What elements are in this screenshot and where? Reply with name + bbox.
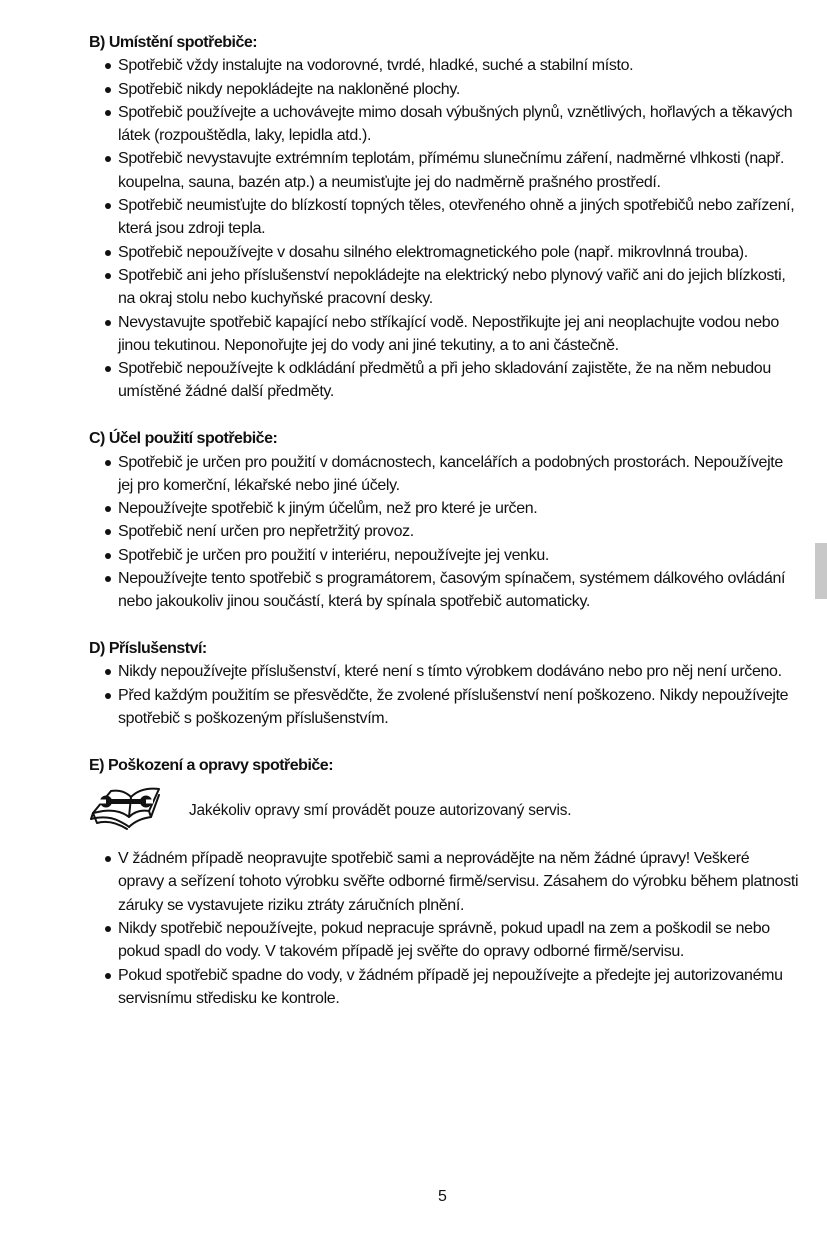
service-note-text: Jakékoliv opravy smí provádět pouze autorizovaný servis. [189, 802, 572, 820]
service-manual-wrench-icon [89, 783, 165, 831]
list-item: Spotřebič ani jeho příslušenství nepokládejte na elektrický nebo plynový vařič ani do jejich blízkosti, na okraj stolu nebo kuchyňské pracovní desky. [89, 264, 799, 311]
section-heading: C) Účel použití spotřebiče: [89, 430, 278, 448]
list-item: Nikdy nepoužívejte příslušenství, které není s tímto výrobkem dodáváno nebo pro něj není určeno. [89, 660, 799, 683]
page-number: 5 [438, 1188, 447, 1205]
bullet-list [89, 847, 799, 1010]
list-item: Spotřebič vždy instalujte na vodorovné, tvrdé, hladké, suché a stabilní místo. [89, 54, 799, 77]
bullet-icon [105, 366, 111, 372]
list-item: Pokud spotřebič spadne do vody, v žádném případě jej nepoužívejte a předejte jej autorizovanému servisnímu středisku ke kontrole. [89, 964, 799, 1011]
section-heading: B) Umístění spotřebiče: [89, 34, 258, 51]
bullet-list [89, 451, 799, 614]
section-heading: E) Poškození a opravy spotřebiče: [89, 756, 334, 774]
bullet-icon [105, 87, 111, 93]
bullet-icon [105, 553, 111, 559]
list-item: Nikdy spotřebič nepoužívejte, pokud nepracuje správně, pokud upadl na zem a poškodil se nebo pokud spadl do vody. V takovém případě jej svěřte do opravy odborné firmě/servisu. [89, 917, 799, 964]
bullet-icon [105, 506, 111, 512]
service-note [89, 783, 799, 831]
list-item: V žádném případě neopravujte spotřebič sami a neprovádějte na něm žádné úpravy! Veškeré opravy a seřízení tohoto výrobku svěřte odborné firmě/servisu. Zásahem do výrobku během platnosti záruky se vystavujete riziku ztráty záručních plnění. [89, 847, 799, 917]
bullet-icon [105, 973, 111, 979]
bullet-icon [105, 926, 111, 932]
list-item: Nepoužívejte tento spotřebič s programátorem, časovým spínačem, systémem dálkového ovládání nebo jakoukoliv jinou součástí, která by spínala spotřebič automaticky. [89, 567, 799, 614]
section-intended-use [89, 427, 799, 613]
list-item: Nepoužívejte spotřebič k jiným účelům, než pro které je určen. [89, 497, 799, 520]
list-item: Spotřebič používejte a uchovávejte mimo dosah výbušných plynů, vznětlivých, hořlavých a těkavých látek (rozpouštědla, laky, lepidla atd.). [89, 101, 799, 148]
bullet-icon [105, 693, 111, 699]
chapter-side-tab [815, 543, 827, 599]
section-heading: D) Příslušenství: [89, 640, 207, 658]
list-item: Spotřebič neumisťujte do blízkostí topných těles, otevřeného ohně a jiných spotřebičů nebo zařízení, která jsou zdroji tepla. [89, 194, 799, 241]
bullet-icon [105, 529, 111, 535]
list-item: Spotřebič je určen pro použití v domácnostech, kancelářích a podobných prostorách. Nepoužívejte jej pro komerční, lékařské nebo jiné účely. [89, 451, 799, 498]
bullet-list [89, 54, 799, 403]
section-damage-repairs [89, 754, 799, 1010]
section-placement [89, 31, 799, 404]
bullet-icon [105, 110, 111, 116]
bullet-icon [105, 320, 111, 326]
list-item: Spotřebič nevystavujte extrémním teplotám, přímému slunečnímu záření, nadměrné vlhkosti (např. koupelna, sauna, bazén atp.) a neumisťujte jej do nadměrně prašného prostředí. [89, 147, 799, 194]
list-item: Před každým použitím se přesvědčte, že zvolené příslušenství není poškozeno. Nikdy nepoužívejte spotřebič s poškozeným příslušenstvím. [89, 684, 799, 731]
bullet-icon [105, 156, 111, 162]
bullet-icon [105, 63, 111, 69]
section-accessories [89, 637, 799, 730]
list-item: Spotřebič nepoužívejte v dosahu silného elektromagnetického pole (např. mikrovlnná trouba). [89, 241, 799, 264]
list-item: Spotřebič je určen pro použití v interiéru, nepoužívejte jej venku. [89, 544, 799, 567]
list-item: Spotřebič není určen pro nepřetržitý provoz. [89, 520, 799, 543]
bullet-icon [105, 576, 111, 582]
bullet-icon [105, 273, 111, 279]
list-item: Spotřebič nepoužívejte k odkládání předmětů a při jeho skladování zajistěte, že na něm nebudou umístěné žádné další předměty. [89, 357, 799, 404]
list-item: Nevystavujte spotřebič kapající nebo stříkající vodě. Nepostřikujte jej ani neoplachujte vodou nebo jinou tekutinou. Neponořujte jej do vody ani jiné tekutiny, a to ani částečně. [89, 311, 799, 358]
bullet-icon [105, 250, 111, 256]
bullet-icon [105, 856, 111, 862]
bullet-list [89, 660, 799, 730]
list-item: Spotřebič nikdy nepokládejte na nakloněné plochy. [89, 78, 799, 101]
bullet-icon [105, 669, 111, 675]
bullet-icon [105, 203, 111, 209]
manual-page [89, 31, 799, 1034]
bullet-icon [105, 460, 111, 466]
